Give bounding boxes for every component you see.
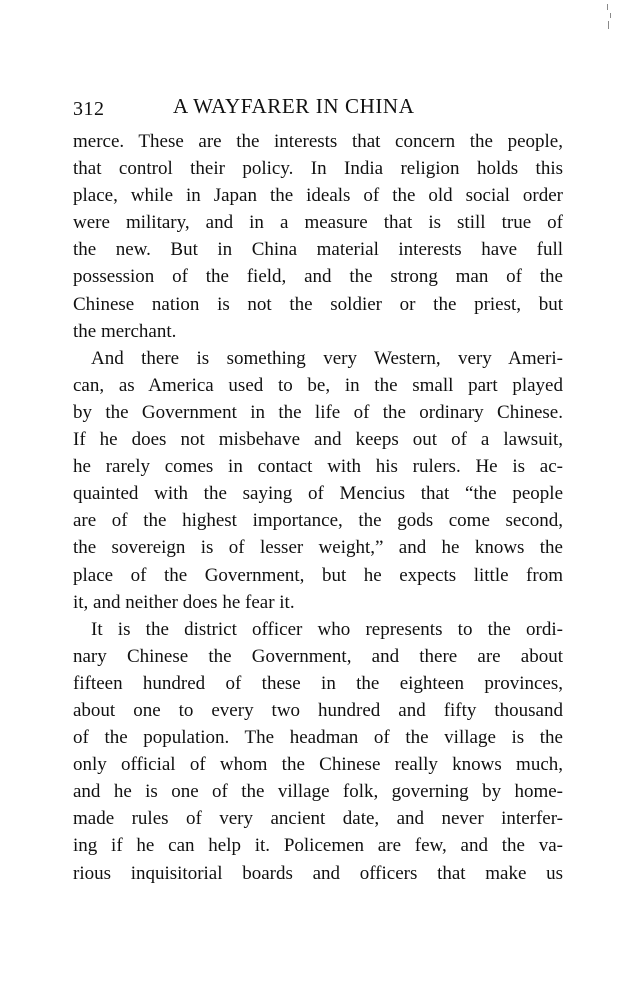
- text-line: of the population. The headman of the village is the: [73, 727, 563, 749]
- text-line: fifteen hundred of these in the eighteen provinces,: [73, 672, 563, 694]
- text-line: possession of the field, and the strong man of the: [73, 266, 563, 288]
- paragraph-1: [73, 128, 563, 345]
- paragraph-3: [73, 616, 563, 887]
- text-line: the merchant.: [73, 320, 177, 342]
- text-line: place, while in Japan the ideals of the old social order: [73, 185, 563, 207]
- text-line: the new. But in China material interests have full: [73, 239, 563, 261]
- text-line: ing if he can help it. Policemen are few, and the va-: [73, 835, 563, 857]
- running-head: [73, 94, 563, 128]
- text-line: only official of whom the Chinese really knows much,: [73, 754, 563, 776]
- text-line: can, as America used to be, in the small part played: [73, 374, 563, 396]
- scan-edge-mark: [606, 4, 614, 34]
- text-line: are of the highest importance, the gods come second,: [73, 510, 563, 532]
- text-line: nary Chinese the Government, and there are about: [73, 645, 563, 667]
- text-line: made rules of very ancient date, and never interfer-: [73, 808, 563, 830]
- text-line: that control their policy. In India religion holds this: [73, 158, 563, 180]
- text-line: quainted with the saying of Mencius that “the people: [73, 483, 563, 505]
- book-page: [73, 94, 563, 887]
- text-line: rious inquisitorial boards and officers that make us: [73, 862, 563, 884]
- paragraph-2: [73, 345, 563, 616]
- text-line: Chinese nation is not the soldier or the priest, but: [73, 293, 563, 315]
- text-line: and he is one of the village folk, governing by home-: [73, 781, 563, 803]
- text-line: it, and neither does he fear it.: [73, 591, 295, 613]
- text-line: the sovereign is of lesser weight,” and he knows the: [73, 537, 563, 559]
- page-number: 312: [73, 98, 105, 120]
- text-line: were military, and in a measure that is still true of: [73, 212, 563, 234]
- running-title: A WAYFARER IN CHINA: [173, 94, 415, 118]
- text-line: If he does not misbehave and keeps out of a lawsuit,: [73, 429, 563, 451]
- text-line: about one to every two hundred and fifty thousand: [73, 699, 563, 721]
- text-line: merce. These are the interests that concern the people,: [73, 131, 563, 152]
- body-text: [73, 128, 563, 887]
- text-line: And there is something very Western, very Ameri-: [91, 347, 563, 369]
- text-line: by the Government in the life of the ordinary Chinese.: [73, 401, 563, 423]
- text-line: It is the district officer who represents to the ordi-: [91, 618, 563, 640]
- text-line: place of the Government, but he expects little from: [73, 564, 563, 586]
- text-line: he rarely comes in contact with his rulers. He is ac-: [73, 456, 563, 478]
